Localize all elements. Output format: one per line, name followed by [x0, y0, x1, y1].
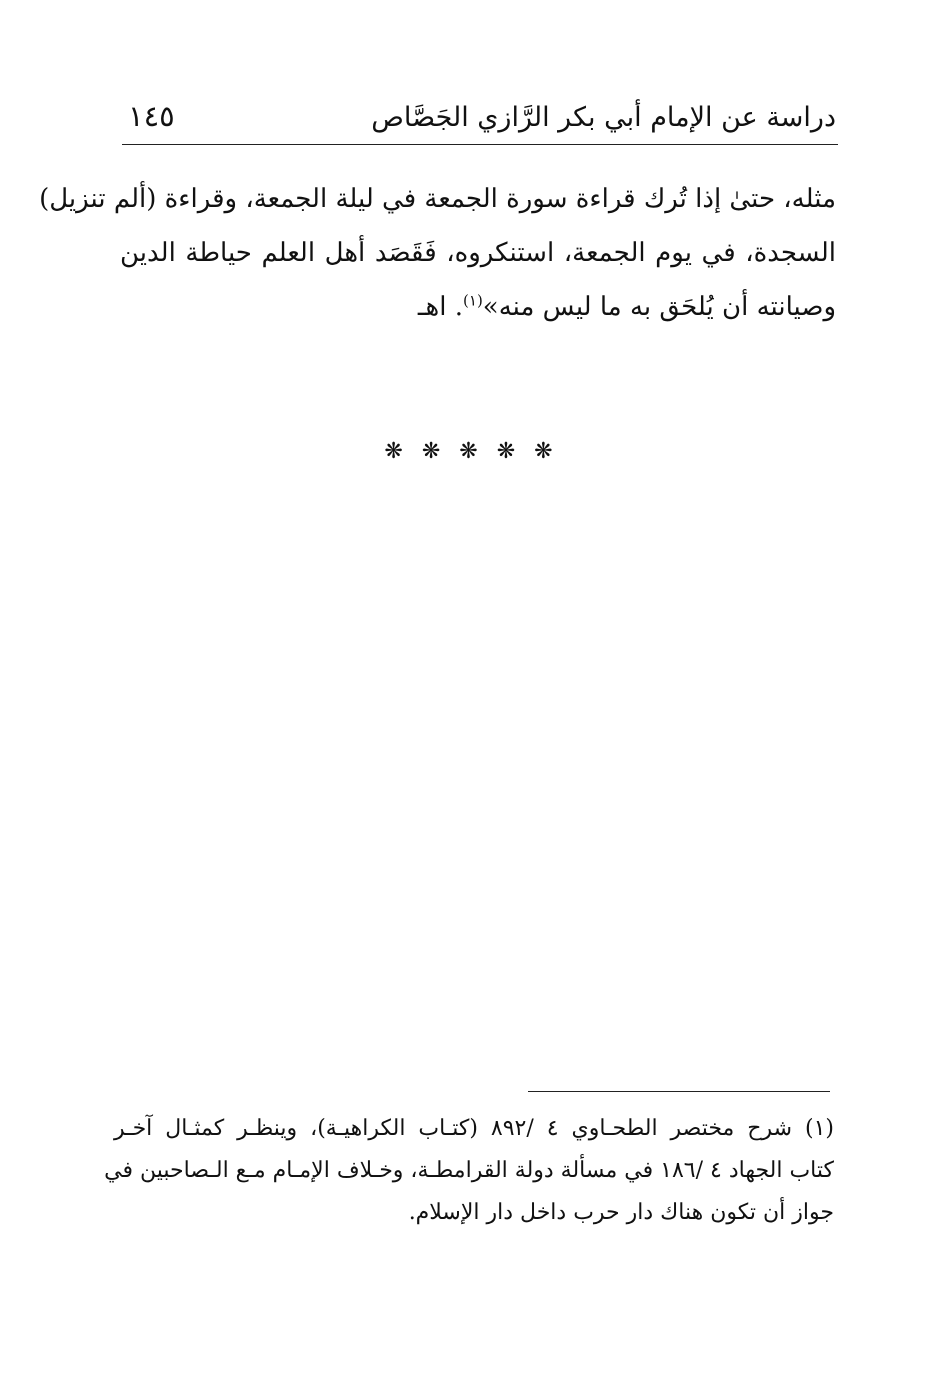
- body-line: مثله، حتىٰ إذا تُرك قراءة سورة الجمعة في ليلة الجمعة، وقراءة (ألم تنزيل): [39, 184, 836, 214]
- footnote-line: (١) شرح مختصر الطحـاوي ٤ /٨٩٢ (كتـاب الكراهيـة)، وينظـر كمثـال آخـر: [114, 1116, 834, 1141]
- footnote-rule: [528, 1091, 830, 1092]
- body-line-text: وصيانته أن يُلحَق به ما ليس منه»: [482, 292, 836, 322]
- body-line: السجدة، في يوم الجمعة، استنكروه، فَقَصَد أهل العلم حياطة الدين: [120, 238, 836, 268]
- footnotes: [104, 1108, 834, 1234]
- page-number: ١٤٥: [128, 99, 175, 133]
- body-line-last: [120, 280, 836, 334]
- footnote-line: كتاب الجهاد ٤ /١٨٦ في مسألة دولة القرامطـة، وخـلاف الإمـام مـع الـصاحبين في: [104, 1158, 834, 1183]
- footnote-reference: (١): [463, 291, 483, 310]
- section-ornament: ❋ ❋ ❋ ❋ ❋: [384, 439, 559, 464]
- header-rule: [122, 144, 838, 145]
- body-paragraph: [39, 172, 836, 334]
- running-title: دراسة عن الإمام أبي بكر الرَّازي الجَصَّاص: [371, 102, 836, 133]
- running-header: [122, 96, 836, 140]
- footnote-line: جواز أن تكون هناك دار حرب داخل دار الإسلام.: [408, 1200, 834, 1225]
- body-line-tail: . اهـ: [417, 292, 464, 322]
